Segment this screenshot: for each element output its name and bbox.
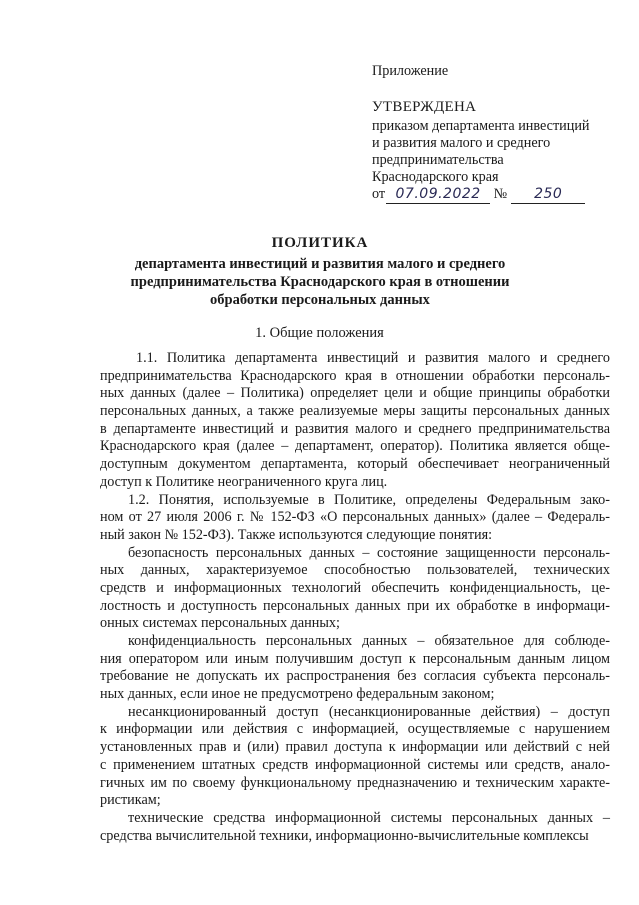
paragraph-line: средств и информационных технологий обеспечить конфиденциальность, це- <box>100 579 610 596</box>
handwritten-date: 07.09.2022 <box>386 186 490 204</box>
paragraph-line: предпринимательства Краснодарского края в отношении обработки персональ- <box>100 367 610 384</box>
paragraph-line: требование не допускать их распространения без согласия субъекта персональ- <box>100 668 610 685</box>
paragraph-line: Краснодарского края (далее – департамент, оператор). Политика является обще- <box>100 438 610 455</box>
paragraph-line: доступным документом департамента, который обеспечивает неограниченный <box>100 456 610 473</box>
paragraph-line: к информации или действия с информацией, осуществляемые с нарушением <box>100 721 610 738</box>
paragraph-line: онных системах персональных данных; <box>100 615 340 632</box>
paragraph-line: гичных им по своему функциональному предназначению и техническим характе- <box>100 774 610 791</box>
paragraph-line: безопасность персональных данных – состояние защищенности персональ- <box>128 544 610 561</box>
section-heading: 1. Общие положения <box>255 325 384 341</box>
document-title-block <box>100 235 540 309</box>
paragraph-line: ных данных, характеризуемое способностью пользователей, технических <box>100 562 610 579</box>
paragraph-line: установленных прав и (или) правил доступа к информации или действий с ней <box>100 739 610 756</box>
number-label: № <box>493 186 508 202</box>
date-label: от <box>372 186 386 202</box>
paragraph-line: несанкционированный доступ (несанкционированные действия) – доступ <box>128 703 610 720</box>
paragraph-line: ный закон № 152-ФЗ). Также используются следующие понятия: <box>100 526 493 543</box>
body-paragraph <box>100 350 610 492</box>
appendix-label: Приложение <box>372 63 449 79</box>
approval-line: Краснодарского края <box>372 169 499 185</box>
document-body <box>100 350 610 845</box>
paragraph-line: ристикам; <box>100 792 161 809</box>
paragraph-line: ния оператором или иным получившим доступ к персональным данным лицом <box>100 650 610 667</box>
approval-line: приказом департамента инвестиций <box>372 118 590 134</box>
paragraph-line: технические средства информационной системы персональных данных – <box>128 809 610 826</box>
paragraph-line: ном от 27 июля 2006 г. № 152-ФЗ «О персональных данных» (далее – Федераль- <box>100 509 610 526</box>
document-subtitle-line: предпринимательства Краснодарского края в отношении <box>130 274 510 290</box>
paragraph-line: 1.1. Политика департамента инвестиций и развития малого и среднего <box>136 350 610 366</box>
body-paragraph <box>100 492 610 545</box>
paragraph-line: ных данных (далее – Политика) определяет цели и общие принципы обработки <box>100 385 610 402</box>
document-subtitle-line: департамента инвестиций и развития малого и среднего <box>134 256 506 272</box>
handwritten-number: 250 <box>511 186 585 204</box>
paragraph-line: в департаменте инвестиций и развития малого и среднего предпринимательства <box>100 420 610 437</box>
paragraph-line: лостность и доступность персональных данных при их обработке в информаци- <box>100 597 610 614</box>
approved-label: УТВЕРЖДЕНА <box>372 99 477 115</box>
approval-line: предпринимательства <box>372 152 504 168</box>
paragraph-line: 1.2. Понятия, используемые в Политике, определены Федеральным зако- <box>128 491 610 508</box>
document-title: ПОЛИТИКА <box>271 235 369 251</box>
body-paragraph <box>100 633 610 704</box>
paragraph-line: конфиденциальность персональных данных – обязательное для соблюде- <box>128 633 610 649</box>
body-paragraph <box>100 810 610 845</box>
approval-block <box>372 63 622 205</box>
paragraph-line: персональных данных, а также реализуемые меры защиты персональных данных <box>100 403 610 420</box>
approval-line: и развития малого и среднего <box>372 135 551 151</box>
body-paragraph <box>100 704 610 810</box>
paragraph-line: ных данных, если иное не предусмотрено федеральным законом; <box>100 686 495 703</box>
order-date-number-line <box>372 186 622 205</box>
document-subtitle-line: обработки персональных данных <box>210 292 430 308</box>
paragraph-line: доступ к Политике неограниченного круга лиц. <box>100 473 388 490</box>
body-paragraph <box>100 545 610 633</box>
paragraph-line: с применением штатных средств информационной системы или средств, анало- <box>100 756 610 773</box>
paragraph-line: средства вычислительной техники, информационно-вычислительные комплексы <box>100 827 589 844</box>
